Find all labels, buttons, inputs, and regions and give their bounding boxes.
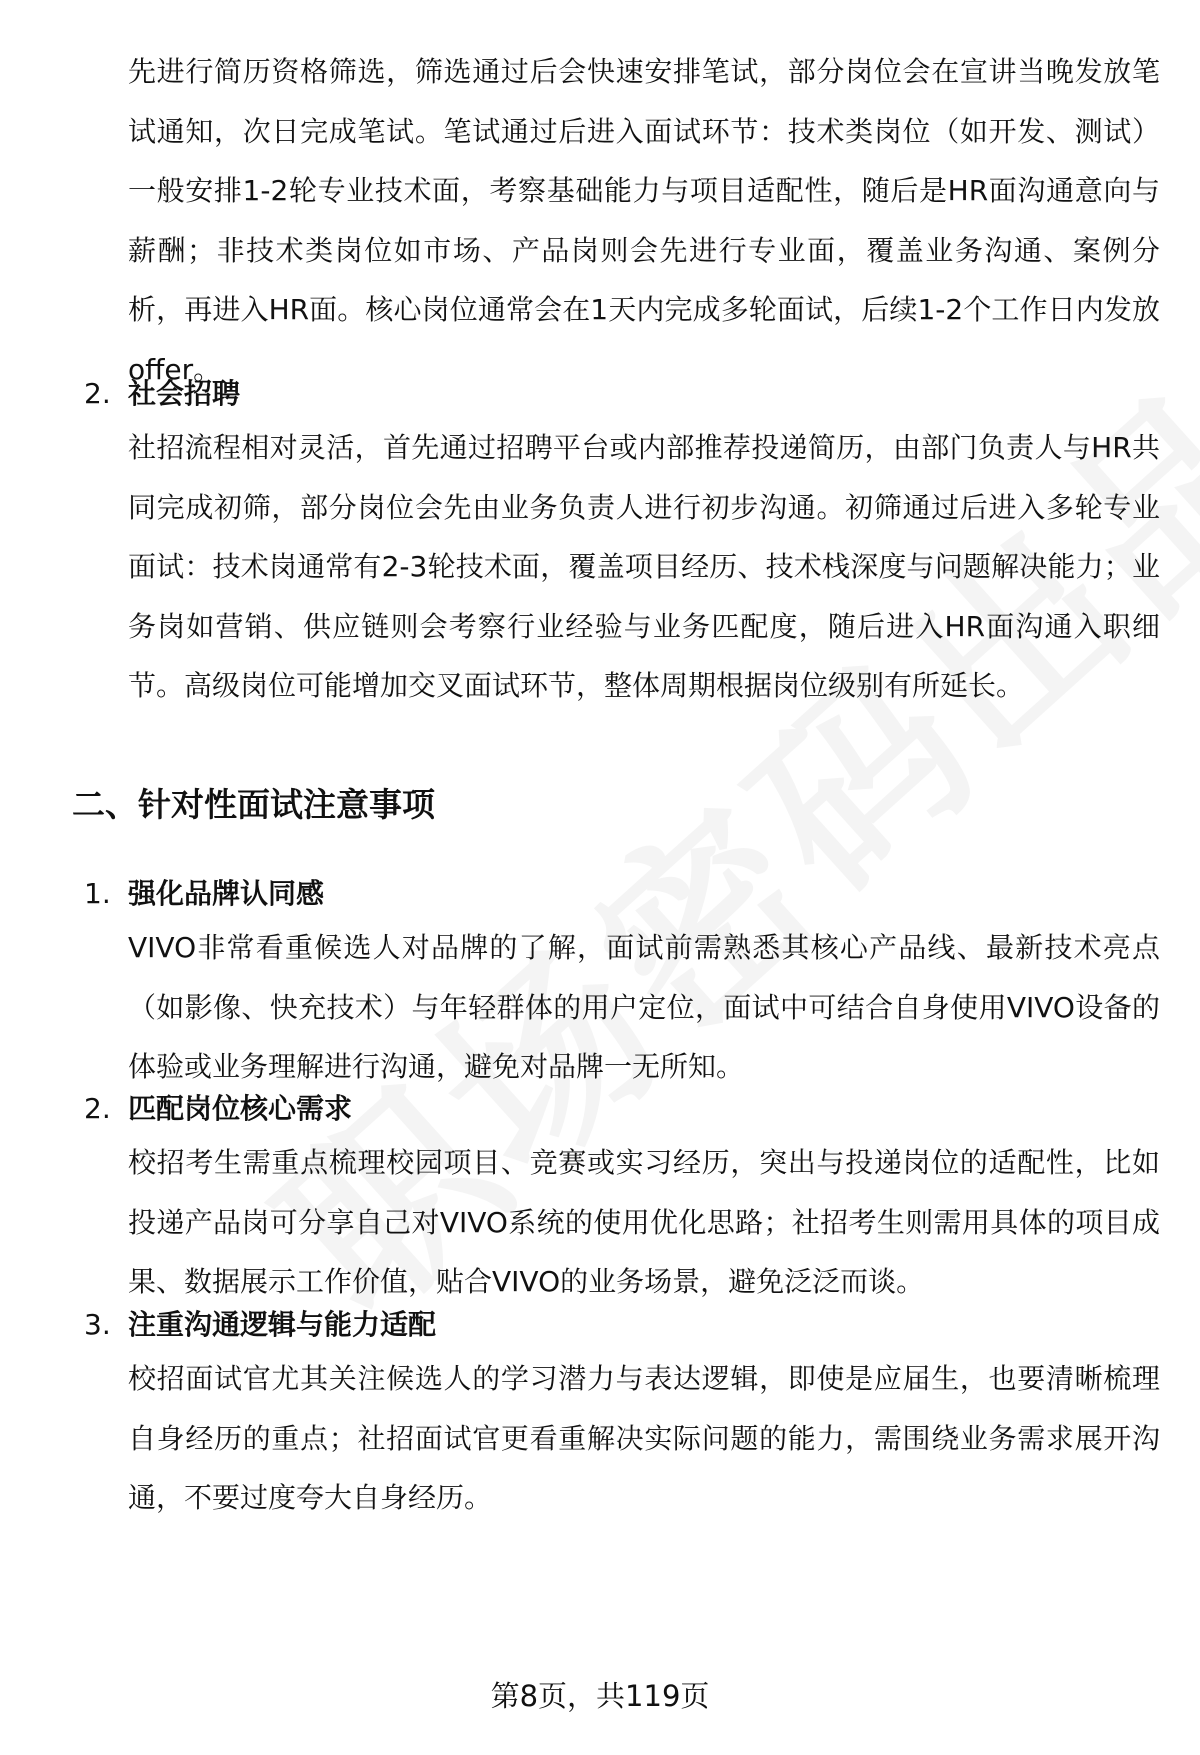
campus-process-paragraph: 先进行简历资格筛选，筛选通过后会快速安排笔试，部分岗位会在宣讲当晚发放笔试通知，次日完成笔试。笔试通过后进入面试环节：技术类岗位（如开发、测试）一般安排1-2轮专业技术面，考察基础能力与项目适配性，随后是HR面沟通意向与薪酬；非技术类岗位如市场、产品岗则会先进行专业面，覆盖业务沟通、案例分析，再进入HR面。核心岗位通常会在1天内完成多轮面试，后续1-2个工作日内发放offer。: [128, 55, 1160, 386]
list-title: 强化品牌认同感: [128, 877, 325, 910]
page-number-footer: 第8页，共119页: [490, 1679, 710, 1713]
list-number: 1.: [84, 877, 111, 910]
tip-heading: [84, 1305, 436, 1345]
social-recruitment-heading: [84, 374, 240, 414]
list-title: 社会招聘: [128, 377, 241, 410]
tip-heading: [84, 1089, 352, 1129]
social-recruitment-paragraph: 社招流程相对灵活，首先通过招聘平台或内部推荐投递简历，由部门负责人与HR共同完成初筛，部分岗位会先由业务负责人进行初步沟通。初筛通过后进入多轮专业面试：技术岗通常有2-3轮技术面，覆盖项目经历、技术栈深度与问题解决能力；业务岗如营销、供应链则会考察行业经验与业务匹配度，随后进入HR面沟通入职细节。高级岗位可能增加交叉面试环节，整体周期根据岗位级别有所延长。: [128, 431, 1160, 702]
list-title: 注重沟通逻辑与能力适配: [128, 1308, 437, 1341]
list-number: 2.: [84, 1092, 111, 1125]
list-number: 2.: [84, 377, 111, 410]
tip-heading: [84, 874, 324, 914]
list-number: 3.: [84, 1308, 111, 1341]
tip-paragraph: 校招考生需重点梳理校园项目、竞赛或实习经历，突出与投递岗位的适配性，比如投递产品岗可分享自己对VIVO系统的使用优化思路；社招考生则需用具体的项目成果、数据展示工作价值，贴合VIVO的业务场景，避免泛泛而谈。: [128, 1146, 1160, 1298]
section-title: 二、针对性面试注意事项: [72, 785, 435, 824]
tip-paragraph: 校招面试官尤其关注候选人的学习潜力与表达逻辑，即使是应届生，也要清晰梳理自身经历的重点；社招面试官更看重解决实际问题的能力，需围绕业务需求展开沟通，不要过度夸大自身经历。: [128, 1362, 1160, 1514]
list-title: 匹配岗位核心需求: [128, 1092, 353, 1125]
tip-paragraph: VIVO非常看重候选人对品牌的了解，面试前需熟悉其核心产品线、最新技术亮点（如影像、快充技术）与年轻群体的用户定位，面试中可结合自身使用VIVO设备的体验或业务理解进行沟通，避免对品牌一无所知。: [128, 931, 1160, 1083]
